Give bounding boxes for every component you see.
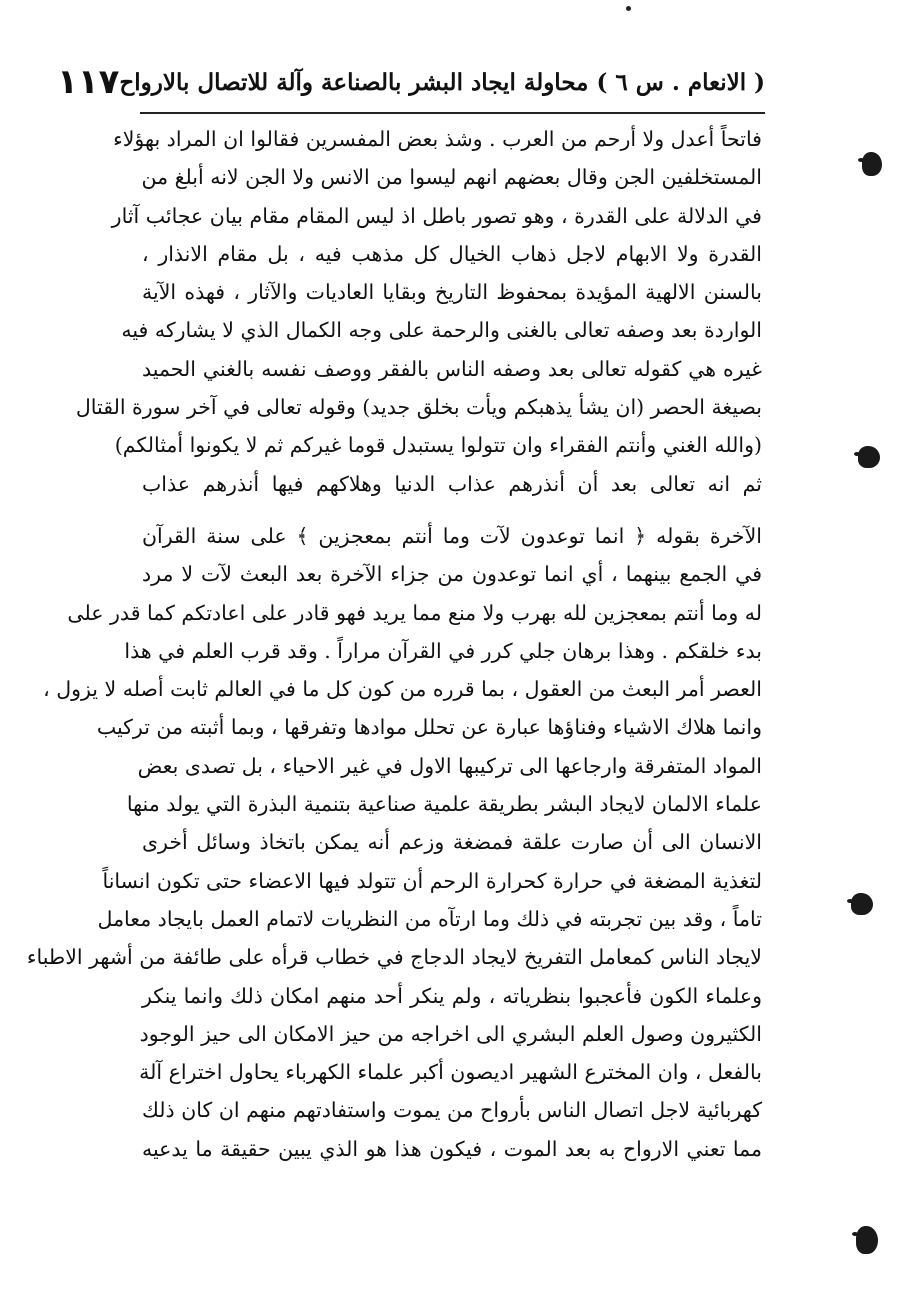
text-line: الواردة بعد وصفه تعالى بالغنى والرحمة على وجه الكمال الذي لا يشاركه فيه: [121, 318, 762, 343]
page-header: [57, 58, 765, 106]
text-line: بالسنن الالهية المؤيدة بمحفوظ التاريخ وبقايا العاديات والآثار ، فهذه الآية: [142, 280, 762, 305]
running-title: ( الانعام . س ٦ ) محاولة ايجاد البشر بالصناعة وآلة للاتصال بالارواح: [119, 68, 765, 96]
header-divider: [140, 112, 765, 114]
text-line: وانما هلاك الاشياء وفناؤها عبارة عن تحلل موادها وتفرقها ، وبما أثبته من تركيب: [96, 715, 762, 740]
text-line: الآخرة بقوله ﴿ انما توعدون لآت وما أنتم بمعجزين ﴾ على سنة القرآن: [142, 523, 762, 548]
text-line: في الجمع بينهما ، أي انما توعدون من جزاء الآخرة بعد البعث لآت لا مرد: [142, 562, 762, 587]
text-line: المستخلفين الجن وقال بعضهم انهم ليسوا من الانس ولا الجن لانه أبلغ من: [141, 165, 762, 190]
ink-blot: [862, 152, 882, 176]
text-line: ثم انه تعالى بعد أن أنذرهم عذاب الدنيا وهلاكهم فيها أنذرهم عذاب: [142, 471, 762, 496]
page-number: ١١٧: [57, 62, 120, 102]
text-line: بدء خلقكم . وهذا برهان جلي كرر في القرآن مراراً . وقد قرب العلم في هذا: [124, 638, 762, 663]
text-line: مما تعني الارواح به بعد الموت ، فيكون هذا هو الذي يبين حقيقة ما يدعيه: [142, 1136, 762, 1161]
ink-blot: [858, 446, 880, 468]
text-line: العصر أمر البعث من العقول ، بما قرره من كون كل ما في العالم ثابت أصله لا يزول ،: [43, 677, 762, 702]
text-line: كهربائية لاجل اتصال الناس بأرواح من يموت واستفادتهم منهم ان كان ذلك: [142, 1098, 762, 1123]
text-line: لتغذية المضغة في حرارة كحرارة الرحم أن تتولد فيها الاعضاء حتى تكون انساناً: [102, 868, 762, 893]
text-line: بصيغة الحصر (ان يشأ يذهبكم ويأت بخلق جديد) وقوله تعالى في آخر سورة القتال: [75, 395, 762, 420]
body-text: [26, 120, 762, 1168]
text-line: له وما أنتم بمعجزين لله بهرب ولا منع مما يريد فهو قادر على اعادتكم كما قدر على: [67, 600, 762, 625]
text-line: (والله الغني وأنتم الفقراء وان تتولوا يستبدل قوما غيركم ثم لا يكونوا أمثالكم): [114, 433, 762, 458]
ink-blot: [856, 1226, 878, 1254]
text-line: لايجاد الناس كمعامل التفريخ لايجاد الدجاج في خطاب قرأه على طائفة من أشهر الاطباء: [26, 945, 762, 970]
text-line: القدرة ولا الابهام لاجل ذهاب الخيال كل مذهب فيه ، بل مقام الانذار ،: [142, 241, 762, 266]
text-line: في الدلالة على القدرة ، وهو تصور باطل اذ ليس المقام مقام بيان عجائب آثار: [111, 203, 762, 228]
ink-blot: [851, 893, 873, 915]
text-line: فاتحاً أعدل ولا أرحم من العرب . وشذ بعض المفسرين فقالوا ان المراد بهؤلاء: [113, 127, 762, 151]
text-line: تاماً ، وقد بين تجربته في ذلك وما ارتآه من النظريات لاتمام العمل بايجاد معامل: [97, 906, 762, 931]
text-line: الكثيرون وصول العلم البشري الى اخراجه من حيز الامكان الى حيز الوجود: [139, 1021, 762, 1046]
text-line: بالفعل ، وان المخترع الشهير اديصون أكبر علماء الكهرباء يحاول اختراع آلة: [139, 1060, 762, 1085]
text-line: غيره هي كقوله تعالى بعد وصفه الناس بالفقر ووصف نفسه بالغني الحميد: [142, 356, 762, 381]
text-line: المواد المتفرقة وارجاعها الى تركيبها الاول في غير الاحياء ، بل تصدى بعض: [137, 753, 762, 778]
ink-dot: [626, 6, 631, 11]
text-line: الانسان الى أن صارت علقة فمضغة وزعم أنه يمكن باتخاذ وسائل أخرى: [142, 830, 762, 855]
text-line: علماء الالمان لايجاد البشر بطريقة علمية صناعية بتنمية البذرة التي يولد منها: [126, 792, 762, 817]
text-line: وعلماء الكون فأعجبوا بنظرياته ، ولم ينكر أحد منهم امكان ذلك وانما ينكر: [142, 983, 762, 1008]
